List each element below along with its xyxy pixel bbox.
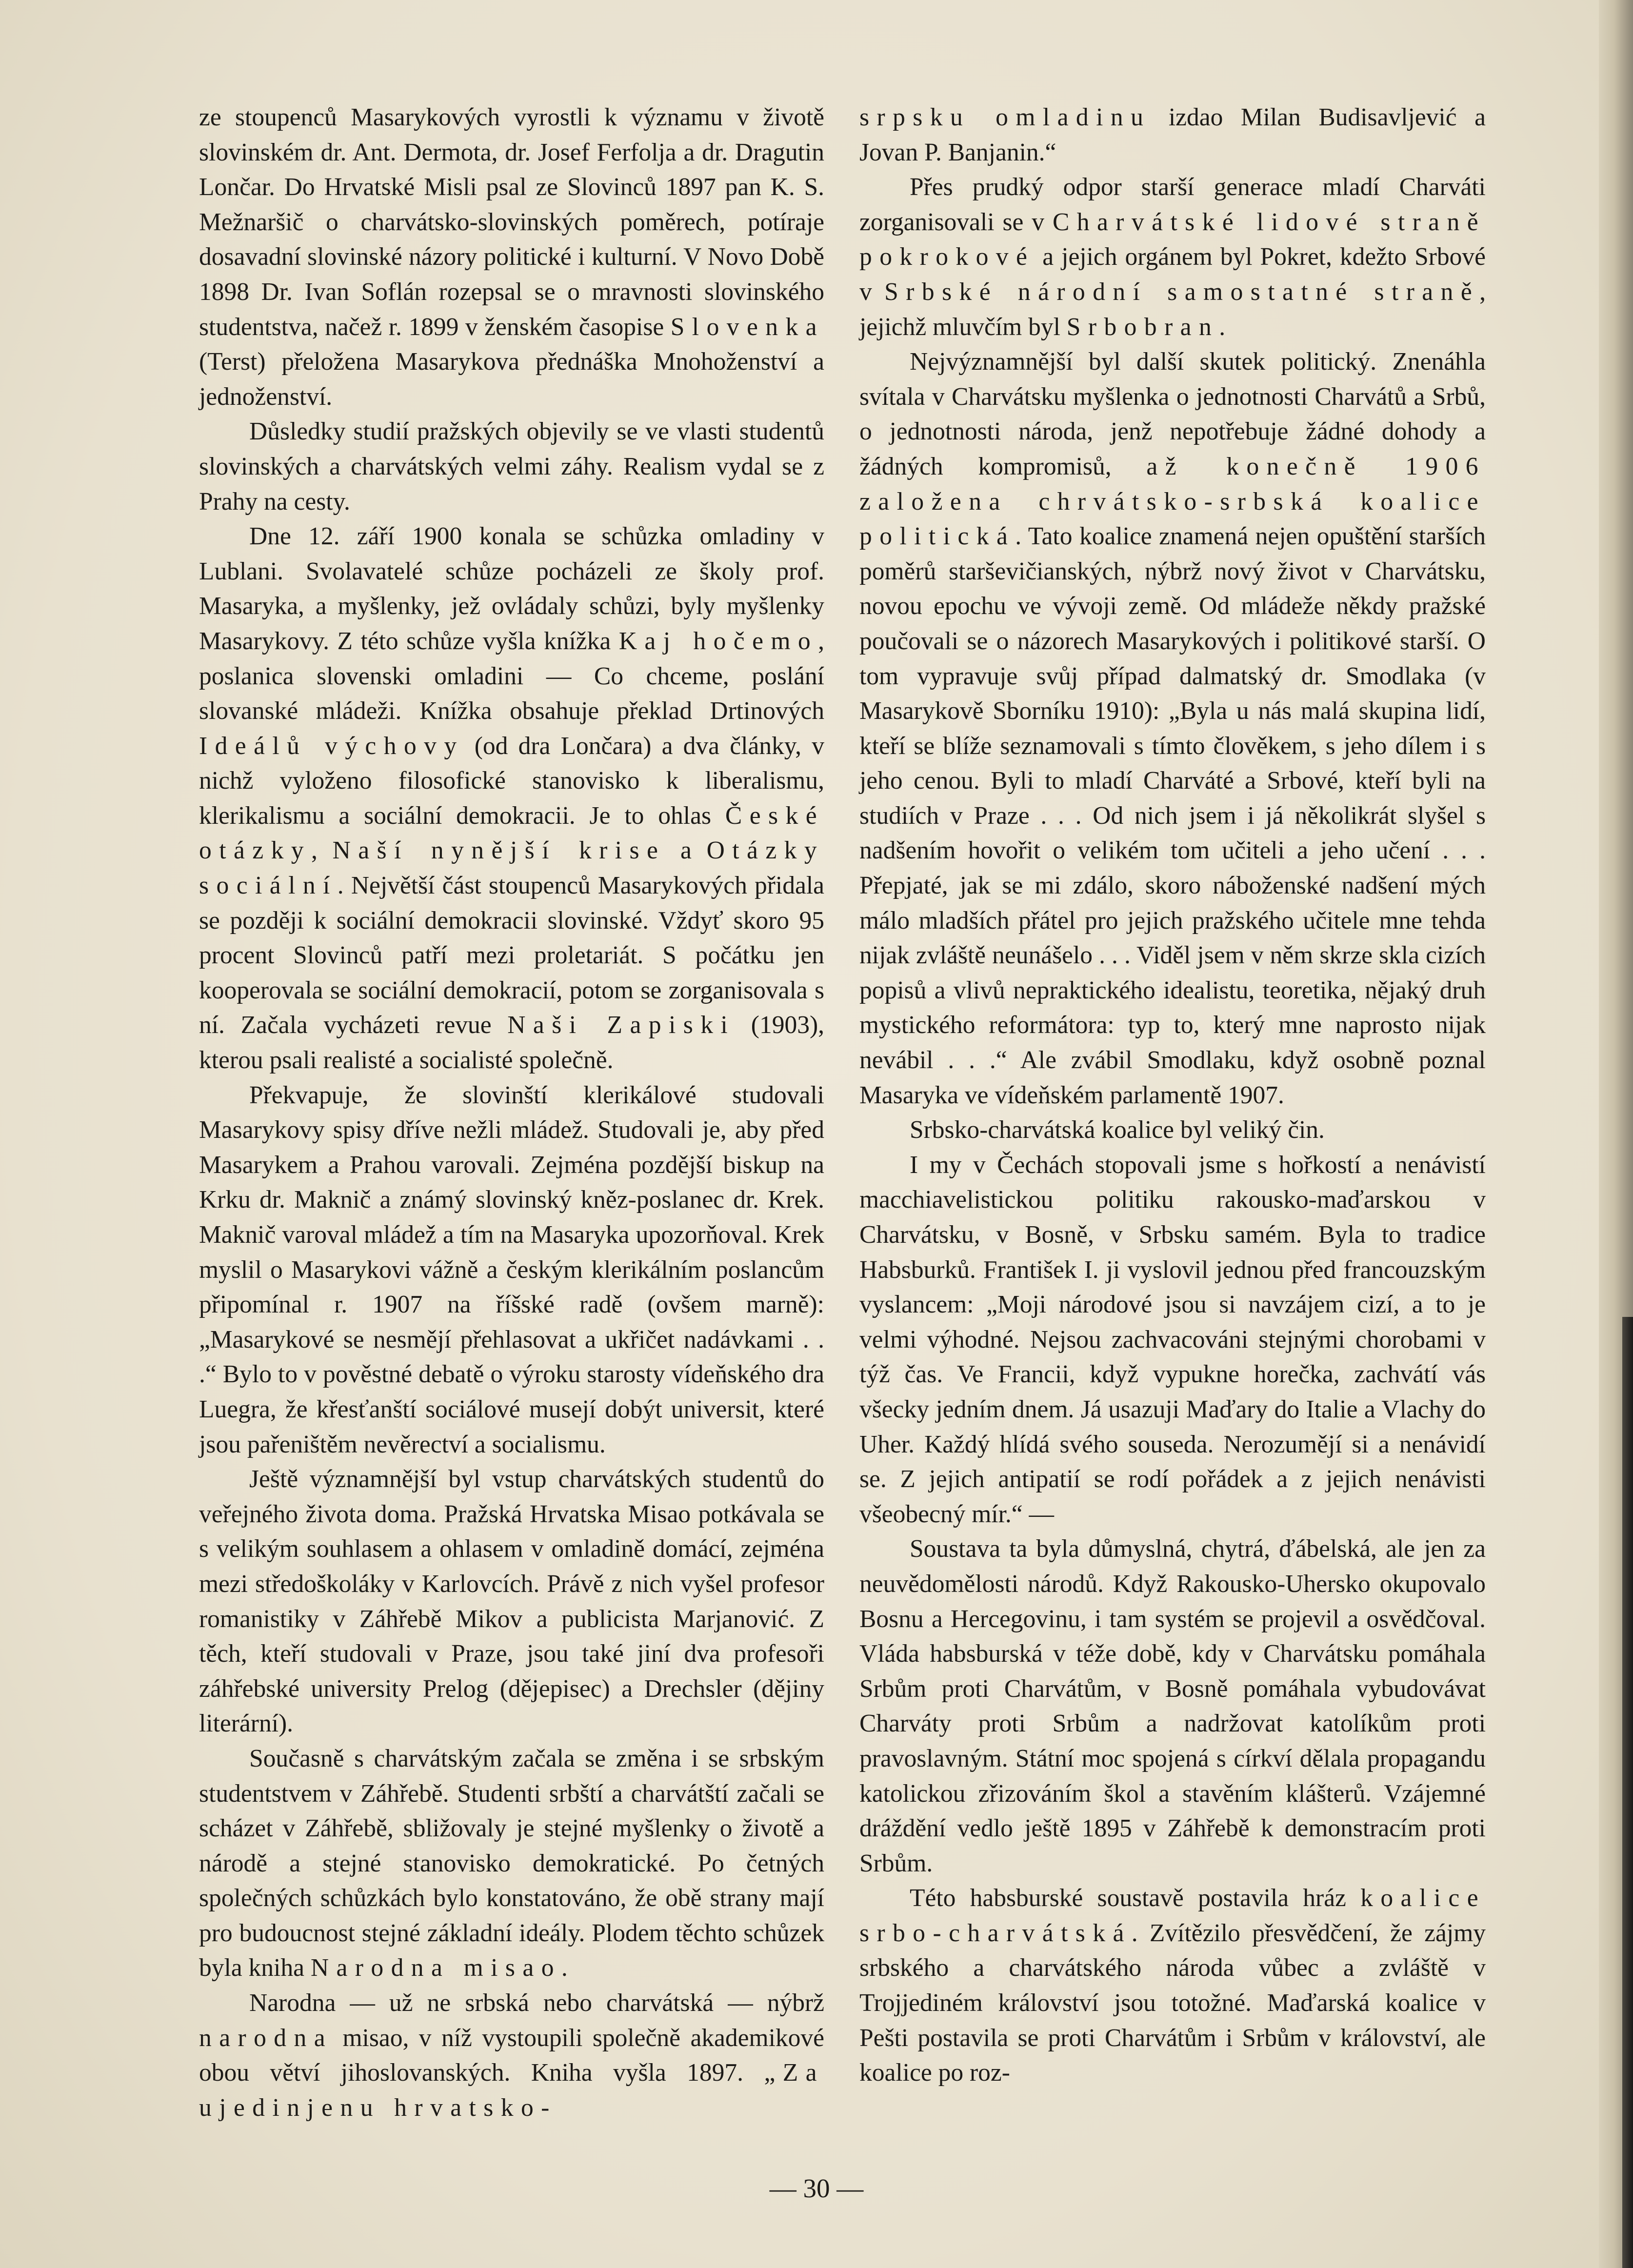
right-column	[859, 100, 1486, 2090]
paragraph: srpsku omladinu izdao Milan Budisavljević a Jovan P. Banjanin.“	[859, 103, 1486, 166]
paragraph: ze stoupenců Masarykových vyrostli k významu v životě slovinském dr. Ant. Dermota, dr. Josef Ferfolja a dr. Dragutin Lončar. Do Hrvatské Misli psal ze Slovinců 1897 pan K. S. Mežnaršič o charvátsko-slovinských poměrech, potíraje dosavadní slovinské názory politické i kulturní. V Novo Době 1898 Dr. Ivan Soflán rozepsal se o mravnosti slovinského studentstva, načež r. 1899 v ženském časopise Slovenka (Terst) přeložena Masarykova přednáška Mnohoženství a jednoženství.	[199, 103, 824, 411]
book-binding-shadow	[1622, 1317, 1633, 2268]
paragraph: I my v Čechách stopovali jsme s hořkostí a nenávistí macchiavelistickou politiku rakousko-maďarskou v Charvátsku, v Bosně, v Srbsku samém. Byla to tradice Habsburků. František I. ji vyslovil jednou před francouzským vyslancem: „Moji národové jsou si navzájem cizí, a to je velmi výhodné. Nejsou zachvacováni stejnými chorobami v týž čas. Ve Francii, když vypukne horečka, zachvátí vás všecky jedním dnem. Já usazuji Maďary do Italie a Vlachy do Uher. Každý hlídá svého souseda. Nerozumějí si a nenávidí se. Z jejich antipatií se rodí pořádek a z jejich nenávisti všeobecný mír.“ —	[859, 1151, 1486, 1528]
spaced-emphasis: Srbobran	[1066, 313, 1219, 341]
page-number: — 30 —	[769, 2173, 864, 2203]
spaced-emphasis: Charvátské lidové straně pokrokové	[859, 208, 1486, 271]
spaced-emphasis: narodna	[199, 2024, 333, 2052]
spaced-emphasis: srpsku omladinu	[859, 103, 1151, 131]
spaced-emphasis: Ideálů výchovy	[199, 732, 464, 760]
spaced-emphasis: až konečně 1906 založena chrvátsko-srbská koalice politická	[859, 452, 1486, 551]
spaced-emphasis: Kaj hočemo	[618, 627, 818, 655]
paragraph: Přes prudký odpor starší generace mladí Charváti zorganisovali se v Charvátské lidové straně pokrokové a jejich orgánem byl Pokret, kdežto Srbové v Srbské národní samostatné straně, jejichž mluvčím byl Srbobran.	[859, 173, 1486, 341]
paragraph: Srbsko-charvátská koalice byl veliký čin.	[910, 1116, 1325, 1144]
paragraph: Této habsburské soustavě postavila hráz koalice srbo-charvátská. Zvítězilo přesvědčení, že zájmy srbského a charvátského národa vůbec a zvláště v Trojjediném království jsou totožné. Maďarská koalice v Pešti postavila se proti Charvátům i Srbům v království, ale koalice po roz-	[859, 1884, 1486, 2087]
paragraph: Ještě významnější byl vstup charvátských studentů do veřejného života doma. Pražská Hrvatska Misao potkávala se s velikým souhlasem a ohlasem v omladině domácí, zejména mezi středoškoláky v Karlovcích. Právě z nich vyšel profesor romanistiky v Záhřebě Mikov a publicista Marjanović. Z těch, kteří studovali v Praze, jsou také jiní dva profesoři záhřebské university Prelog (dějepisec) a Drechsler (dějiny literární).	[199, 1465, 824, 1738]
spaced-emphasis: České otázky	[199, 801, 824, 865]
spaced-emphasis: „Za ujedinjenu hrvatsko-	[199, 2059, 824, 2122]
spaced-emphasis: Otázky sociální	[199, 836, 825, 900]
paragraph: Nejvýznamnější byl další skutek politický. Znenáhla svítala v Charvátsku myšlenka o jednotnosti Charvátů a Srbů, o jednotnosti národa, jenž nepotřebuje žádné dohody a žádných kompromisů, až konečně 1906 založena chrvátsko-srbská koalice politická. Tato koalice znamená nejen opuštění starších poměrů starševičianských, nýbrž nový život v Charvátsku, novou epochu ve vývoji země. Od mládeže někdy pražské poučovali se o názorech Masarykových i politikové starší. O tom vypravuje svůj případ dalmatský dr. Smodlaka (v Masarykově Sborníku 1910): „Byla u nás malá skupina lidí, kteří se blíže seznamovali s tímto člověkem, s jeho dílem i s jeho cenou. Byli to mladí Charváté a Srbové, kteří byli na studiích v Praze . . . Od nich jsem i já několikrát slyšel s nadšením hovořit o velikém tom učiteli a jeho učení . . . Přepjaté, jak se mi zdálo, skoro náboženské nadšení mých málo mladších přátel pro jejich pražského učitele mne tehda nijak zvláště neunášelo . . . Viděl jsem v něm skrze skla cizích popisů a vlivů nepraktického idealistu, teoretika, nějaký druh mystického reformátora: typ to, který mne naprosto nijak nevábil . . .“ Ale zvábil Smodlaku, když osobně poznal Masaryka ve vídeňském parlamentě 1907.	[859, 348, 1486, 1109]
left-column	[199, 100, 824, 2125]
paragraph: Důsledky studií pražských objevily se ve vlasti studentů slovinských a charvátských velmi záhy. Realism vydal se z Prahy na cesty.	[199, 418, 824, 516]
paragraph: Soustava ta byla důmyslná, chytrá, ďábelská, ale jen za neuvědomělosti národů. Když Rakousko-Uhersko okupovalo Bosnu a Hercegovinu, i tam systém se projevil a osvědčoval. Vláda habsburská v téže době, kdy v Charvátsku pomáhala Srbům proti Charvátům, v Bosně pomáhala vybudovávat Charváty proti Srbům a nadržovat katolíkům proti pravoslavným. Státní moc spojená s církví dělala propagandu katolickou zřizováním škol a stavěním klášterů. Vzájemné dráždění vedlo ještě 1895 v Záhřebě k demonstracím proti Srbům.	[859, 1535, 1486, 1877]
spaced-emphasis: Narodna misao	[310, 1954, 561, 1982]
paragraph: Překvapuje, že slovinští klerikálové studovali Masarykovy spisy dříve nežli mládež. Studovali je, aby před Masarykem a Prahou varovali. Zejména pozdější biskup na Krku dr. Maknič a známý slovinský kněz-poslanec dr. Krek. Maknič varoval mládež a tím na Masaryka upozorňoval. Krek myslil o Masarykovi vážně a českým klerikálním poslancům připomínal r. 1907 na říšské radě (ovšem marně): „Masarykové se nesmějí přehlasovat a ukřičet nadávkami . . .“ Bylo to v pověstné debatě o výroku starosty vídeňského dra Luegra, že křesťanští sociálové musejí dobýt universit, které jsou pařeništěm nevěrectví a socialismu.	[199, 1081, 824, 1458]
paragraph: Současně s charvátským začala se změna i se srbským studentstvem v Záhřebě. Studenti srbští a charvátští začali se scházet v Záhřebě, sbližovaly je stejné myšlenky o životě a národě a stejné stanovisko demokratické. Po četných společných schůzkách bylo konstatováno, že obě strany mají pro budoucnost stejné základní ideály. Plodem těchto schůzek byla kniha Narodna misao.	[199, 1744, 824, 1982]
spaced-emphasis: koalice srbo-charvátská	[859, 1884, 1486, 1947]
paragraph: Dne 12. září 1900 konala se schůzka omladiny v Lublani. Svolavatelé schůze pocházeli ze školy prof. Masaryka, a myšlenky, jež ovládaly schůzi, byly myšlenky Masarykovy. Z této schůze vyšla knížka Kaj hočemo, poslanica slovenski omladini — Co chceme, poslání slovanské mládeži. Knížka obsahuje překlad Drtinových Ideálů výchovy (od dra Lončara) a dva články, v nichž vyloženo filosofické stanovisko k liberalismu, klerikalismu a sociální demokracii. Je to ohlas České otázky, Naší nynější krise a Otázky sociální. Největší část stoupenců Masarykových přidala se později k sociální demokracii slovinské. Vždyť skoro 95 procent Slovinců patří mezi proletariát. S počátku jen kooperovala se sociální demokracií, potom se zorganisovala s ní. Začala vycházeti revue Naši Zapiski (1903), kterou psali realisté a socialisté společně.	[199, 522, 825, 1074]
spaced-emphasis: Naši Zapiski	[507, 1011, 736, 1039]
spaced-emphasis: Naší nynější krise	[332, 836, 666, 865]
spaced-emphasis: Srbské národní samostatné straně	[884, 278, 1480, 306]
spaced-emphasis: Slovenka	[670, 313, 824, 341]
paragraph: Narodna — už ne srbská nebo charvátská — nýbrž narodna misao, v níž vystoupili společně akademikové obou větví jihoslovanských. Kniha vyšla 1897. „Za ujedinjenu hrvatsko-	[199, 1989, 824, 2122]
